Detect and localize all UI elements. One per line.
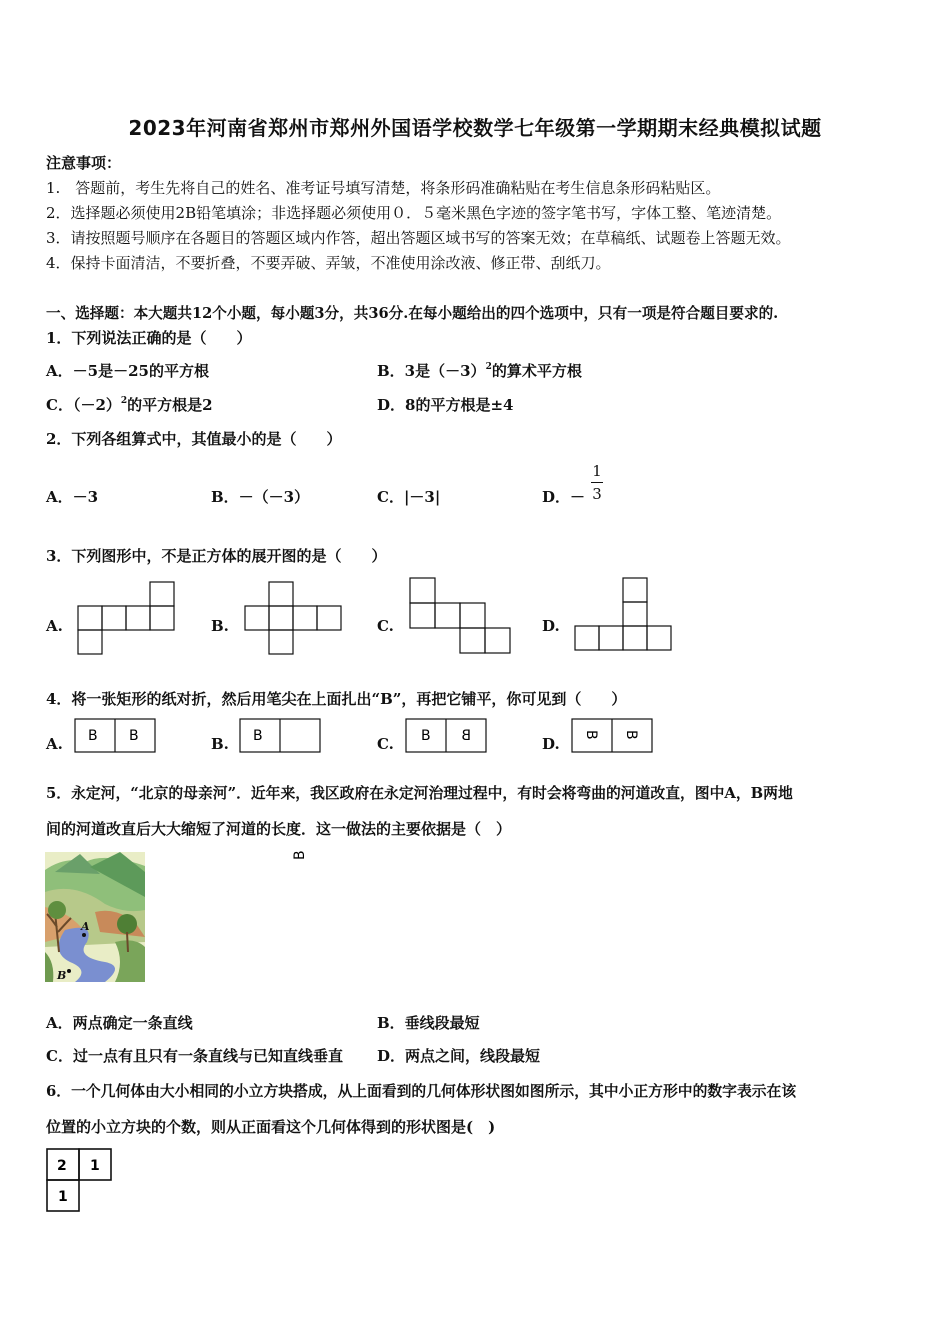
q4-label-d: D. <box>542 735 560 753</box>
q3-label-d: D. <box>542 617 560 635</box>
q5-stem-line2: 间的河道改直后大大缩短了河道的长度．这一做法的主要依据是（ ） <box>46 820 512 838</box>
point-a-label: A <box>81 920 90 933</box>
q4-c-letter-left: B <box>421 728 431 744</box>
q1-stem: 1．下列说法正确的是（ ） <box>46 329 252 347</box>
point-b-label: B <box>57 969 67 982</box>
q3-net-b <box>245 582 345 658</box>
q4-stem: 4．将一张矩形的纸对折，然后用笔尖在上面扎出“B”，再把它铺平，你可见到（ ） <box>46 690 627 708</box>
q4-b-letter-rotated: B <box>292 850 308 860</box>
grid-cell-count: 1 <box>90 1158 100 1174</box>
q4-b-letter-left: B <box>253 728 263 744</box>
notice-item: 1. 答题前，考生先将自己的姓名、准考证号填写清楚，将条形码准确粘贴在考生信息条形码粘贴区。 <box>46 179 721 197</box>
q4-option-a-figure <box>74 718 158 754</box>
q5-option-b: B．垂线段最短 <box>377 1014 480 1032</box>
q1-option-b: B．3是$(-3)^2$的算术平方根 <box>377 362 582 380</box>
page-title: 2023年河南省郑州市郑州外国语学校数学七年级第一学期期末经典模拟试题 <box>128 116 822 140</box>
q3-net-a <box>78 580 178 656</box>
grid-cell-count: 1 <box>58 1189 68 1205</box>
q2-option-a: A．－3 <box>46 488 99 506</box>
q5-option-d: D．两点之间，线段最短 <box>377 1047 541 1065</box>
notice-item: 4．保持卡面清洁，不要折叠，不要弄破、弄皱，不准使用涂改液、修正带、刮纸刀。 <box>46 254 611 272</box>
river-landscape-illustration <box>45 852 147 984</box>
q3-stem: 3．下列图形中，不是正方体的展开图的是（ ） <box>46 547 387 565</box>
q3-net-d <box>574 577 676 655</box>
notice-heading: 注意事项： <box>46 154 122 172</box>
q1-option-a: A．－5是－25的平方根 <box>46 362 209 380</box>
q5-option-a: A．两点确定一条直线 <box>46 1014 193 1032</box>
q2-option-b: B．－（－3） <box>211 488 310 506</box>
q3-label-a: A. <box>46 617 63 635</box>
q4-label-c: C. <box>377 735 394 753</box>
q4-a-letter-left: B <box>88 728 98 744</box>
q1-option-d: D．8的平方根是±4 <box>377 396 514 414</box>
q5-stem-line1: 5．永定河，“北京的母亲河”．近年来，我区政府在永定河治理过程中，有时会将弯曲的河道改直，图中A，B两地 <box>46 785 793 802</box>
fraction-one-third: 1 3 <box>592 462 602 503</box>
top-view-grid <box>46 1148 116 1214</box>
section-heading: 一、选择题：本大题共12个小题，每小题3分，共36分.在每小题给出的四个选项中，只有一项是符合题目要求的. <box>46 305 779 322</box>
q4-option-b-figure <box>239 718 323 860</box>
q4-a-letter-right: B <box>129 728 139 744</box>
q2-option-d: D．－ <box>542 488 586 506</box>
q3-label-b: B. <box>211 617 229 635</box>
q4-d-letter-right-rotated: B <box>623 730 639 740</box>
grid-cell-count: 2 <box>57 1158 67 1174</box>
q6-stem-line2: 位置的小立方块的个数，则从正面看这个几何体得到的形状图是( ) <box>46 1118 496 1136</box>
q2-stem: 2．下列各组算式中，其值最小的是（ ） <box>46 430 342 448</box>
q1-option-c: C．$(-2)^2$的平方根是2 <box>46 396 213 414</box>
q6-stem-line1: 6．一个几何体由大小相同的小立方块搭成，从上面看到的几何体形状图如图所示，其中小正方形中的数字表示在该 <box>46 1083 797 1100</box>
notice-item: 3．请按照题号顺序在各题目的答题区域内作答，超出答题区域书写的答案无效；在草稿纸、试题卷上答题无效。 <box>46 229 791 247</box>
q4-label-a: A. <box>46 735 63 753</box>
q4-option-d-figure <box>571 718 655 754</box>
q3-net-c <box>410 578 512 656</box>
q4-label-b: B. <box>211 735 229 753</box>
q3-label-c: C. <box>377 617 394 635</box>
q4-c-letter-mirrored: B <box>461 728 471 744</box>
q4-option-c-figure <box>405 718 489 754</box>
q5-option-c: C．过一点有且只有一条直线与已知直线垂直 <box>46 1047 343 1065</box>
q2-option-c: C．|－3| <box>377 488 441 506</box>
q4-d-letter-left-rotated: B <box>583 730 599 740</box>
notice-item: 2．选择题必须使用2B铅笔填涂；非选择题必须使用０．５毫米黑色字迹的签字笔书写，字体工整、笔迹清楚。 <box>46 204 782 222</box>
